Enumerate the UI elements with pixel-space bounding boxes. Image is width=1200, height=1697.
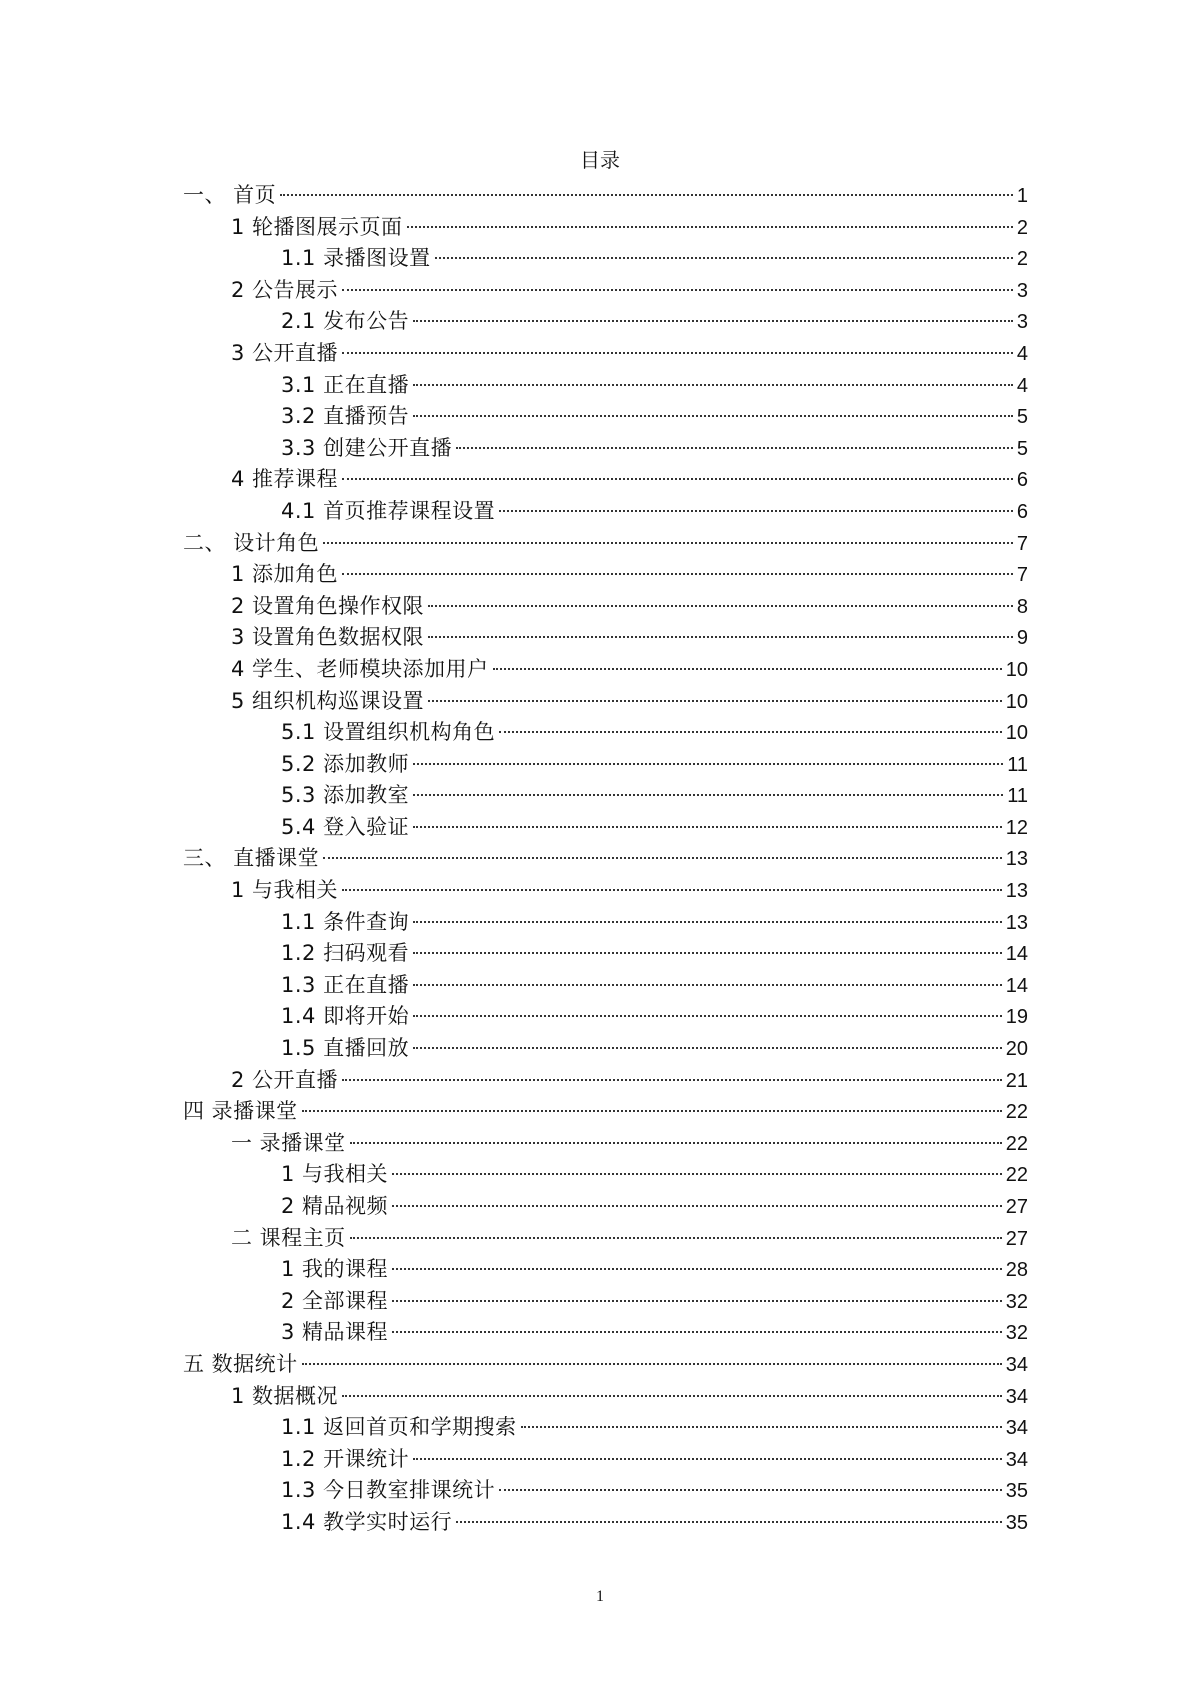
toc-entry-page: 22 bbox=[1005, 1101, 1028, 1124]
dot-leader bbox=[428, 636, 1013, 638]
toc-entry-page: 5 bbox=[1016, 406, 1028, 429]
dot-leader bbox=[302, 1110, 1002, 1112]
toc-entry[interactable] bbox=[183, 1001, 1028, 1033]
toc-entry-text: 1 轮播图展示页面 bbox=[231, 214, 403, 239]
toc-entry[interactable] bbox=[183, 306, 1028, 338]
dot-leader bbox=[392, 1205, 1002, 1207]
toc-entry-text: 1.3 正在直播 bbox=[281, 972, 410, 997]
toc-entry-text: 四 录播课堂 bbox=[183, 1099, 298, 1124]
table-of-contents bbox=[183, 180, 1028, 1539]
dot-leader bbox=[342, 573, 1013, 575]
dot-leader bbox=[323, 542, 1013, 544]
toc-entry[interactable] bbox=[183, 1317, 1028, 1349]
toc-entry-text: 4.1 首页推荐课程设置 bbox=[281, 498, 496, 523]
toc-entry-text: 1.2 开课统计 bbox=[281, 1446, 410, 1471]
toc-entry[interactable] bbox=[183, 243, 1028, 275]
toc-entry-page: 10 bbox=[1005, 658, 1028, 681]
toc-entry[interactable] bbox=[183, 1412, 1028, 1444]
dot-leader bbox=[413, 1015, 1002, 1017]
toc-entry-page: 21 bbox=[1005, 1069, 1028, 1092]
toc-entry-page: 32 bbox=[1005, 1290, 1028, 1313]
toc-entry[interactable] bbox=[183, 370, 1028, 402]
toc-entry-text: 1 与我相关 bbox=[281, 1162, 389, 1187]
toc-entry-page: 1 bbox=[1016, 185, 1028, 207]
dot-leader bbox=[350, 1142, 1002, 1144]
toc-entry[interactable] bbox=[183, 622, 1028, 654]
dot-leader bbox=[413, 826, 1002, 828]
toc-entry[interactable] bbox=[183, 1159, 1028, 1191]
toc-entry-text: 1 添加角色 bbox=[231, 562, 339, 587]
toc-entry[interactable] bbox=[183, 559, 1028, 591]
toc-entry[interactable] bbox=[183, 1381, 1028, 1413]
toc-entry[interactable] bbox=[183, 1191, 1028, 1223]
toc-entry-page: 14 bbox=[1005, 974, 1028, 997]
toc-entry-page: 14 bbox=[1005, 943, 1028, 966]
toc-entry[interactable] bbox=[183, 654, 1028, 686]
toc-entry-text: 3 精品课程 bbox=[281, 1320, 389, 1345]
toc-entry-page: 19 bbox=[1005, 1006, 1028, 1029]
dot-leader bbox=[392, 1268, 1002, 1270]
toc-entry-page: 2 bbox=[1016, 248, 1028, 271]
toc-entry-text: 5.3 添加教室 bbox=[281, 783, 410, 808]
toc-entry[interactable] bbox=[183, 528, 1028, 560]
toc-entry-text: 二 课程主页 bbox=[231, 1225, 346, 1250]
dot-leader bbox=[323, 857, 1002, 859]
toc-entry-text: 二、 设计角色 bbox=[183, 530, 320, 555]
toc-entry[interactable] bbox=[183, 1444, 1028, 1476]
toc-entry-text: 五 数据统计 bbox=[183, 1351, 298, 1376]
toc-entry-text: 1 与我相关 bbox=[231, 878, 339, 903]
toc-entry-page: 7 bbox=[1016, 532, 1028, 555]
toc-entry-page: 13 bbox=[1005, 848, 1028, 871]
toc-entry[interactable] bbox=[183, 1096, 1028, 1128]
toc-entry-page: 22 bbox=[1005, 1164, 1028, 1187]
toc-entry-text: 2.1 发布公告 bbox=[281, 309, 410, 334]
toc-entry[interactable] bbox=[183, 1128, 1028, 1160]
toc-entry[interactable] bbox=[183, 496, 1028, 528]
toc-entry-page: 6 bbox=[1016, 469, 1028, 492]
toc-entry-page: 28 bbox=[1005, 1259, 1028, 1282]
toc-entry[interactable] bbox=[183, 591, 1028, 623]
toc-entry-page: 10 bbox=[1005, 690, 1028, 713]
dot-leader bbox=[392, 1331, 1002, 1333]
dot-leader bbox=[413, 984, 1002, 986]
toc-entry-text: 1.4 即将开始 bbox=[281, 1004, 410, 1029]
dot-leader bbox=[407, 226, 1013, 228]
dot-leader bbox=[499, 1489, 1002, 1491]
toc-entry-page: 13 bbox=[1005, 911, 1028, 934]
toc-entry-text: 5.1 设置组织机构角色 bbox=[281, 720, 496, 745]
dot-leader bbox=[413, 763, 1003, 765]
toc-entry-page: 34 bbox=[1005, 1448, 1028, 1471]
toc-entry[interactable] bbox=[183, 1286, 1028, 1318]
toc-entry-text: 3.3 创建公开直播 bbox=[281, 435, 453, 460]
toc-entry-text: 5 组织机构巡课设置 bbox=[231, 688, 425, 713]
dot-leader bbox=[280, 194, 1013, 196]
dot-leader bbox=[456, 447, 1013, 449]
toc-entry-page: 11 bbox=[1007, 753, 1028, 776]
toc-entry-page: 27 bbox=[1005, 1227, 1028, 1250]
dot-leader bbox=[413, 320, 1013, 322]
dot-leader bbox=[342, 889, 1002, 891]
dot-leader bbox=[499, 731, 1002, 733]
toc-entry-page: 34 bbox=[1005, 1353, 1028, 1376]
toc-entry-page: 6 bbox=[1016, 500, 1028, 523]
toc-entry-text: 2 公告展示 bbox=[231, 277, 339, 302]
toc-entry[interactable] bbox=[183, 875, 1028, 907]
toc-entry-text: 2 公开直播 bbox=[231, 1067, 339, 1092]
toc-entry-page: 9 bbox=[1016, 627, 1028, 650]
toc-entry-page: 13 bbox=[1005, 880, 1028, 903]
toc-entry[interactable] bbox=[183, 338, 1028, 370]
toc-entry[interactable] bbox=[183, 180, 1028, 212]
dot-leader bbox=[392, 1173, 1002, 1175]
dot-leader bbox=[499, 510, 1013, 512]
toc-entry-page: 11 bbox=[1007, 785, 1028, 808]
toc-entry[interactable] bbox=[183, 812, 1028, 844]
toc-entry-text: 3.2 直播预告 bbox=[281, 404, 410, 429]
toc-entry-text: 1.3 今日教室排课统计 bbox=[281, 1478, 496, 1503]
toc-entry[interactable] bbox=[183, 938, 1028, 970]
toc-entry[interactable] bbox=[183, 1475, 1028, 1507]
toc-entry-page: 8 bbox=[1016, 595, 1028, 618]
dot-leader bbox=[521, 1426, 1002, 1428]
toc-entry-text: 一 录播课堂 bbox=[231, 1130, 346, 1155]
toc-entry[interactable] bbox=[183, 1033, 1028, 1065]
dot-leader bbox=[428, 605, 1013, 607]
toc-entry-text: 1.1 条件查询 bbox=[281, 909, 410, 934]
toc-entry-text: 1.1 录播图设置 bbox=[281, 246, 431, 271]
toc-entry-text: 4 学生、老师模块添加用户 bbox=[231, 656, 489, 681]
toc-entry-text: 4 推荐课程 bbox=[231, 467, 339, 492]
toc-entry[interactable] bbox=[183, 907, 1028, 939]
dot-leader bbox=[413, 952, 1002, 954]
toc-entry-text: 1.5 直播回放 bbox=[281, 1036, 410, 1061]
dot-leader bbox=[342, 289, 1013, 291]
toc-entry-page: 35 bbox=[1005, 1480, 1028, 1503]
dot-leader bbox=[493, 668, 1002, 670]
toc-entry-page: 12 bbox=[1005, 816, 1028, 839]
toc-entry-text: 5.4 登入验证 bbox=[281, 814, 410, 839]
toc-entry-text: 2 设置角色操作权限 bbox=[231, 593, 425, 618]
dot-leader bbox=[413, 1047, 1002, 1049]
toc-entry-page: 32 bbox=[1005, 1322, 1028, 1345]
toc-entry[interactable] bbox=[183, 1507, 1028, 1539]
toc-entry-text: 1.1 返回首页和学期搜索 bbox=[281, 1415, 517, 1440]
toc-entry-text: 2 精品视频 bbox=[281, 1194, 389, 1218]
toc-entry-page: 5 bbox=[1016, 437, 1028, 460]
toc-entry-text: 3 公开直播 bbox=[231, 340, 339, 365]
toc-entry-page: 34 bbox=[1005, 1385, 1028, 1408]
toc-title: 目录 bbox=[580, 148, 620, 172]
toc-entry-page: 35 bbox=[1005, 1511, 1028, 1534]
toc-entry-page: 34 bbox=[1005, 1417, 1028, 1440]
toc-entry-text: 3 设置角色数据权限 bbox=[231, 625, 425, 650]
toc-entry[interactable] bbox=[183, 749, 1028, 781]
toc-entry[interactable] bbox=[183, 1254, 1028, 1286]
toc-entry[interactable] bbox=[183, 401, 1028, 433]
toc-entry[interactable] bbox=[183, 843, 1028, 875]
toc-entry[interactable] bbox=[183, 1349, 1028, 1381]
toc-entry-page: 3 bbox=[1016, 311, 1028, 334]
toc-entry-page: 20 bbox=[1005, 1038, 1028, 1061]
dot-leader bbox=[342, 352, 1013, 354]
dot-leader bbox=[435, 257, 1013, 259]
toc-entry-text: 1 我的课程 bbox=[281, 1257, 389, 1282]
dot-leader bbox=[428, 700, 1002, 702]
toc-entry-page: 2 bbox=[1016, 216, 1028, 239]
toc-entry-page: 7 bbox=[1016, 564, 1028, 587]
dot-leader bbox=[342, 1395, 1002, 1397]
toc-entry[interactable] bbox=[183, 1065, 1028, 1097]
toc-entry[interactable] bbox=[183, 686, 1028, 718]
toc-entry-text: 2 全部课程 bbox=[281, 1288, 389, 1313]
toc-entry-page: 3 bbox=[1016, 279, 1028, 302]
page-number: 1 bbox=[596, 1588, 604, 1605]
dot-leader bbox=[392, 1300, 1002, 1302]
toc-entry[interactable] bbox=[183, 780, 1028, 812]
dot-leader bbox=[342, 1079, 1002, 1081]
toc-entry[interactable] bbox=[183, 1223, 1028, 1255]
dot-leader bbox=[456, 1521, 1002, 1523]
toc-entry[interactable] bbox=[183, 464, 1028, 496]
toc-entry-page: 10 bbox=[1005, 722, 1028, 745]
toc-entry[interactable] bbox=[183, 717, 1028, 749]
dot-leader bbox=[413, 1458, 1002, 1460]
toc-entry-text: 3.1 正在直播 bbox=[281, 372, 410, 397]
dot-leader bbox=[413, 384, 1013, 386]
dot-leader bbox=[413, 794, 1003, 796]
toc-entry-text: 1 数据概况 bbox=[231, 1383, 339, 1408]
toc-entry-text: 1.4 教学实时运行 bbox=[281, 1509, 453, 1534]
toc-entry-text: 1.2 扫码观看 bbox=[281, 941, 410, 966]
dot-leader bbox=[350, 1237, 1002, 1239]
toc-entry-page: 22 bbox=[1005, 1132, 1028, 1155]
toc-entry-page: 4 bbox=[1016, 374, 1028, 397]
dot-leader bbox=[342, 478, 1013, 480]
toc-entry[interactable] bbox=[183, 433, 1028, 465]
toc-entry-text: 5.2 添加教师 bbox=[281, 751, 410, 776]
toc-entry-text: 三、 直播课堂 bbox=[183, 846, 320, 871]
toc-entry-page: 4 bbox=[1016, 342, 1028, 365]
dot-leader bbox=[413, 415, 1013, 417]
toc-entry-page: 27 bbox=[1005, 1196, 1028, 1218]
toc-entry-text: 一、 首页 bbox=[183, 183, 277, 207]
toc-entry[interactable] bbox=[183, 970, 1028, 1002]
toc-entry[interactable] bbox=[183, 212, 1028, 244]
dot-leader bbox=[413, 921, 1002, 923]
dot-leader bbox=[302, 1363, 1002, 1365]
toc-entry[interactable] bbox=[183, 275, 1028, 307]
